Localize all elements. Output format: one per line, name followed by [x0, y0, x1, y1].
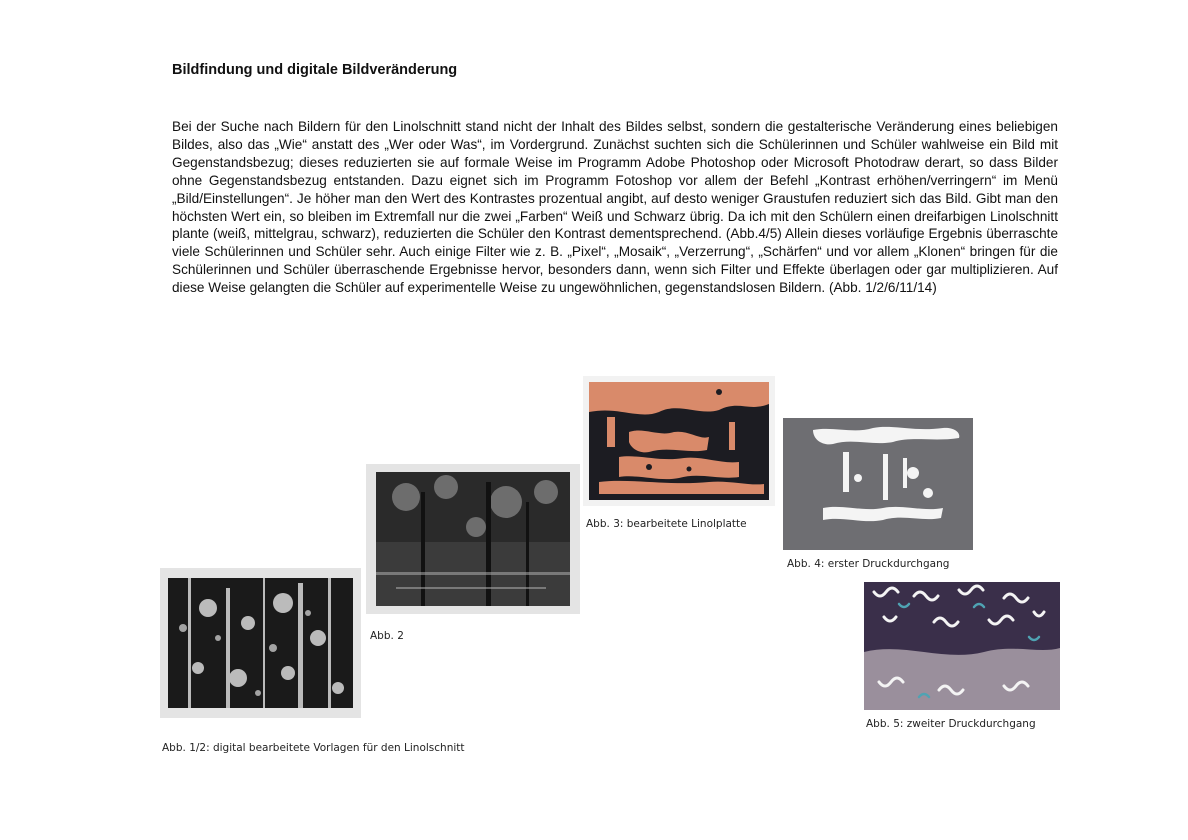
figure-4-caption: Abb. 4: erster Druckdurchgang — [787, 558, 950, 570]
figure-3-caption: Abb. 3: bearbeitete Linolplatte — [586, 518, 747, 530]
figure-2-caption: Abb. 2 — [370, 630, 404, 642]
figure-5-caption: Abb. 5: zweiter Druckdurchgang — [866, 718, 1036, 730]
figure-2-image — [366, 464, 580, 614]
page-heading: Bildfindung und digitale Bildveränderung — [172, 62, 458, 78]
figure-1-image — [160, 568, 361, 718]
figure-3-image — [583, 376, 775, 506]
body-paragraph: Bei der Suche nach Bildern für den Linolschnitt stand nicht der Inhalt des Bildes selbst, sondern die gestalterische Veränderung eines beliebigen Bildes, also das „Wie“ anstatt des „Wer oder Was“, im Vordergrund. Zunächst suchten sich die Schülerinnen und Schüler wahlweise ein Bild mit Gegenstandsbezug; dieses reduzierten sie auf formale Weise im Programm Adobe Photoshop oder Microsoft Photodraw derart, so dass Bilder ohne Gegenstandsbezug entstanden. Dazu eignet sich im Programm Fotoshop vor allem der Befehl „Kontrast erhöhen/verringern“ im Menü „Bild/Einstellungen“. Je höher man den Wert des Kontrastes prozentual angibt, auf desto weniger Graustufen reduziert sich das Bild. Gibt man den höchsten Wert ein, so bleiben im Extremfall nur die zwei „Farben“ Weiß und Schwarz übrig. Da ich mit den Schülern einen dreifarbigen Linolschnitt plante (weiß, mittelgrau, schwarz), reduzierten die Schüler den Kontrast dementsprechend. (Abb.4/5) Allein dieses vorläufige Ergebnis überraschte viele Schülerinnen und Schüler sehr. Auch einige Filter wie z. B. „Pixel“, „Mosaik“, „Verzerrung“, „Schärfen“ und vor allem „Klonen“ bringen für die Schülerinnen und Schüler überraschende Ergebnisse hervor, besonders dann, wenn sich Filter und Effekte überlagen oder gar multiplizieren. Auf diese Weise gelangten die Schüler auf experimentelle Weise zu ungewöhnlichen, gegenstandslosen Bildern. (Abb. 1/2/6/11/14) — [172, 119, 1058, 296]
figure-1-caption: Abb. 1/2: digital bearbeitete Vorlagen für den Linolschnitt — [162, 742, 465, 754]
figure-5-image — [864, 582, 1060, 710]
figure-4-image — [783, 418, 973, 550]
